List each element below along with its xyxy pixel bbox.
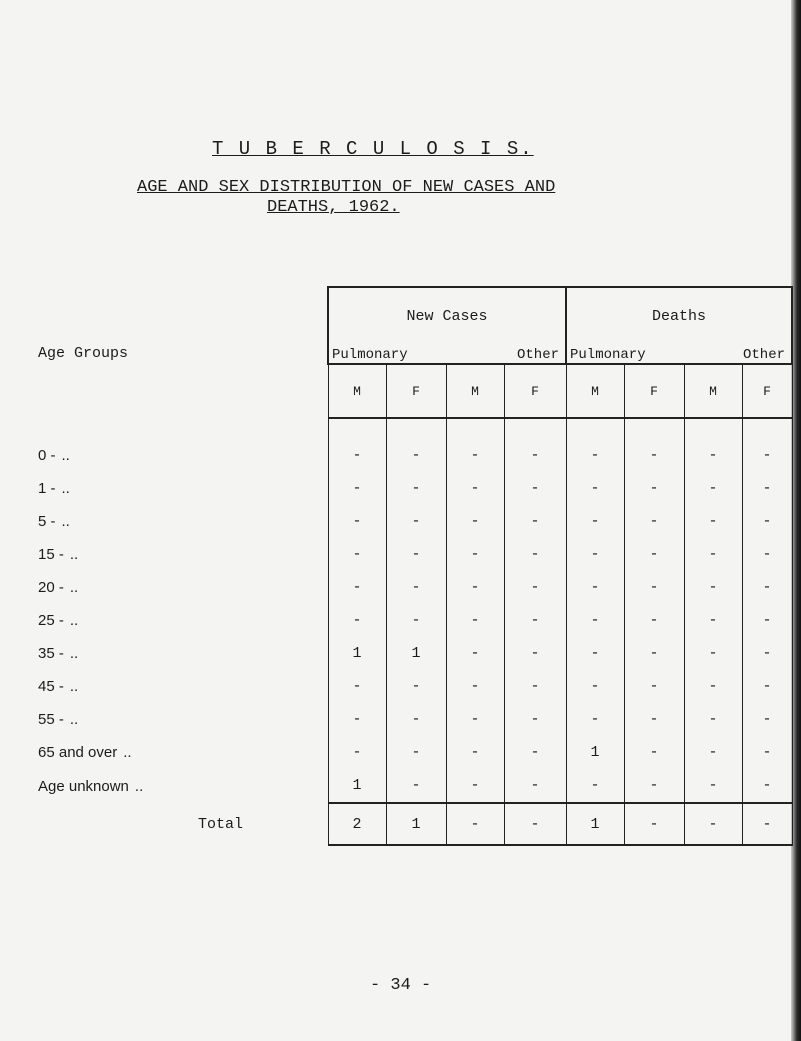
table-cell: - [446, 505, 504, 538]
table-cell: - [684, 637, 742, 670]
table-cell: 1 [386, 637, 446, 670]
table-cell: - [386, 505, 446, 538]
table-cell: - [504, 703, 566, 736]
table-cell: - [624, 538, 684, 571]
table-cell: - [328, 538, 386, 571]
age-group-text: 35 - [38, 645, 64, 662]
table-cell: - [566, 703, 624, 736]
table-cell: - [446, 736, 504, 769]
dot-leader: .. [123, 744, 132, 761]
table-cell: - [504, 670, 566, 703]
dot-leader: .. [61, 513, 70, 530]
table-cell: - [566, 538, 624, 571]
dot-leader: .. [69, 579, 79, 596]
table-cell: - [742, 571, 792, 604]
table-cell: - [566, 769, 624, 803]
total-cell: - [684, 803, 742, 845]
table-row [38, 637, 792, 670]
table-cell: - [566, 604, 624, 637]
tuberculosis-table [38, 286, 793, 846]
table-cell: - [742, 439, 792, 472]
table-cell: - [386, 538, 446, 571]
age-group-text: 55 - [38, 711, 64, 728]
age-group-label [38, 439, 328, 472]
age-group-text: 25 - [38, 612, 64, 629]
table-cell: - [742, 670, 792, 703]
table-cell: - [504, 472, 566, 505]
dot-leader: .. [69, 645, 79, 662]
table-cell: 1 [328, 637, 386, 670]
table-cell: - [742, 505, 792, 538]
age-group-label [38, 637, 328, 670]
table-cell: - [504, 571, 566, 604]
table-row [38, 670, 792, 703]
table-cell: - [566, 505, 624, 538]
age-group-text: 15 - [38, 546, 64, 563]
age-group-text: 20 - [38, 579, 64, 596]
table-cell: - [742, 703, 792, 736]
sex-label: F [504, 364, 566, 418]
age-group-label [38, 670, 328, 703]
dot-leader: .. [69, 546, 79, 563]
table-cell: - [624, 505, 684, 538]
table-row [38, 736, 792, 769]
table-cell: - [386, 736, 446, 769]
deaths-header: Deaths [566, 287, 792, 339]
table-cell: - [624, 736, 684, 769]
table-cell: - [684, 703, 742, 736]
table-cell: - [742, 736, 792, 769]
age-group-label [38, 538, 328, 571]
table-cell: - [504, 439, 566, 472]
age-group-label [38, 472, 328, 505]
table-cell: - [684, 670, 742, 703]
table-cell: - [446, 637, 504, 670]
table-cell: - [624, 769, 684, 803]
age-group-text: 65 and over [38, 744, 118, 761]
table-row [38, 472, 792, 505]
table-cell: - [684, 538, 742, 571]
table-row [38, 439, 792, 472]
table-cell: - [684, 769, 742, 803]
sex-header-row [38, 364, 792, 418]
sex-label: F [624, 364, 684, 418]
table-cell: - [624, 604, 684, 637]
table-cell: - [446, 571, 504, 604]
table-cell: - [504, 637, 566, 670]
age-group-label [38, 505, 328, 538]
new-cases-header: New Cases [328, 287, 566, 339]
table-cell: 1 [566, 736, 624, 769]
subtitle-line-2: DEATHS, 1962. [267, 198, 400, 217]
total-label: Total [198, 815, 244, 833]
table-cell: - [446, 472, 504, 505]
dot-leader: .. [69, 678, 79, 695]
sex-label: F [386, 364, 446, 418]
table-cell: - [446, 604, 504, 637]
table-cell: - [386, 769, 446, 803]
table-cell: - [684, 505, 742, 538]
age-group-label [38, 769, 328, 803]
age-group-label [38, 736, 328, 769]
sex-label: M [684, 364, 742, 418]
table-cell: - [742, 769, 792, 803]
new-cases-other-label: Other [516, 347, 559, 363]
table-cell: - [504, 604, 566, 637]
table-subtitle [137, 178, 657, 218]
table-cell: - [624, 637, 684, 670]
table-cell: - [446, 703, 504, 736]
deaths-subheader [566, 339, 792, 364]
table-cell: - [328, 571, 386, 604]
dot-leader: .. [69, 711, 79, 728]
table-cell: - [328, 439, 386, 472]
table-cell: - [386, 703, 446, 736]
table-cell: - [328, 604, 386, 637]
table-cell: - [504, 505, 566, 538]
table-row [38, 769, 792, 803]
page-number: - 34 - [370, 976, 432, 995]
subtitle-line-1: AGE AND SEX DISTRIBUTION OF NEW CASES AND [137, 178, 556, 197]
table-cell: - [328, 472, 386, 505]
table-cell: - [386, 604, 446, 637]
table-cell: - [684, 439, 742, 472]
table-cell: - [742, 637, 792, 670]
dot-leader: .. [134, 777, 144, 795]
dot-leader: .. [69, 612, 79, 629]
table-row [38, 703, 792, 736]
age-group-label [38, 604, 328, 637]
age-group-label [38, 703, 328, 736]
table-cell: - [504, 769, 566, 803]
age-group-text: 5 - [38, 513, 56, 530]
table-cell: - [446, 439, 504, 472]
table-cell: - [624, 703, 684, 736]
page-title: T U B E R C U L O S I S. [212, 138, 534, 160]
table-cell: - [684, 472, 742, 505]
age-group-label [38, 571, 328, 604]
table-row [38, 604, 792, 637]
table-cell: - [386, 670, 446, 703]
table-cell: 1 [328, 769, 386, 803]
table-cell: - [328, 505, 386, 538]
table-row [38, 571, 792, 604]
age-group-text: 1 - [38, 480, 56, 497]
dot-leader: .. [61, 447, 70, 464]
sex-label: M [446, 364, 504, 418]
table-cell: - [624, 670, 684, 703]
table-cell: - [684, 736, 742, 769]
table-cell: - [566, 571, 624, 604]
total-cell: - [446, 803, 504, 845]
table-cell: - [446, 670, 504, 703]
table-cell: - [624, 472, 684, 505]
table-cell: - [566, 670, 624, 703]
table-cell: - [386, 472, 446, 505]
table-cell: - [328, 736, 386, 769]
table-cell: - [328, 670, 386, 703]
table-cell: - [742, 472, 792, 505]
deaths-other-label: Other [742, 347, 785, 363]
table-row [38, 538, 792, 571]
dot-leader: .. [61, 480, 70, 497]
total-cell: - [504, 803, 566, 845]
table-cell: - [386, 439, 446, 472]
new-cases-subheader [328, 339, 566, 364]
table-cell: - [742, 604, 792, 637]
age-group-text: 45 - [38, 678, 64, 695]
sex-label: F [742, 364, 792, 418]
table-cell: - [386, 571, 446, 604]
age-group-text: Age unknown [38, 777, 129, 795]
table-cell: - [566, 472, 624, 505]
table-row [38, 505, 792, 538]
age-groups-header: Age Groups [38, 345, 129, 362]
table-cell: - [742, 538, 792, 571]
table-cell: - [624, 571, 684, 604]
table-cell: - [684, 571, 742, 604]
table-cell: - [328, 703, 386, 736]
total-cell: - [624, 803, 684, 845]
table-cell: - [446, 538, 504, 571]
total-row [38, 803, 792, 845]
spacer-row [38, 418, 792, 439]
sex-label: M [566, 364, 624, 418]
total-cell: 1 [566, 803, 624, 845]
total-cell: - [742, 803, 792, 845]
age-group-text: 0 - [38, 447, 56, 464]
table-cell: - [504, 538, 566, 571]
sex-label: M [328, 364, 386, 418]
table-cell: - [566, 439, 624, 472]
table-cell: - [684, 604, 742, 637]
total-cell: 2 [328, 803, 386, 845]
total-cell: 1 [386, 803, 446, 845]
new-cases-pulmonary-label: Pulmonary [332, 347, 408, 363]
deaths-pulmonary-label: Pulmonary [570, 347, 646, 363]
table-cell: - [624, 439, 684, 472]
table-cell: - [446, 769, 504, 803]
data-rows [38, 439, 792, 803]
table-cell: - [566, 637, 624, 670]
table-cell: - [504, 736, 566, 769]
